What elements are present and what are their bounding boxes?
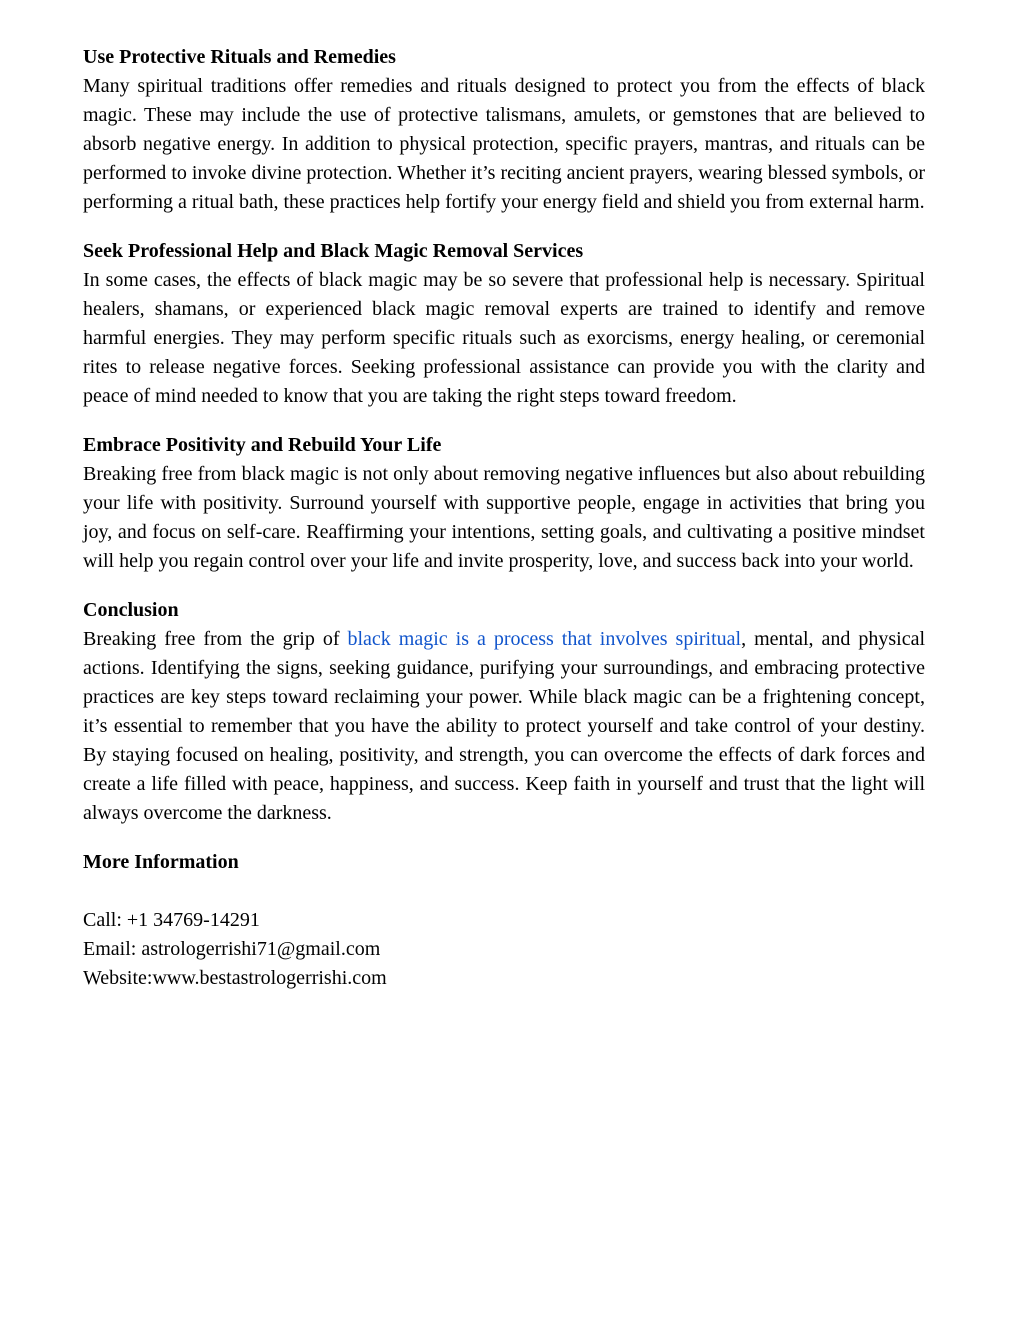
document-page [83,43,925,1013]
section-more-information [83,848,925,993]
conclusion-text-after-link: , mental, and physical actions. Identifying the signs, seeking guidance, purifying your surroundings, and embracing protective practices are key steps toward reclaiming your power. While black magic can be a frightening concept, it’s essential to remember that you have the ability to protect yourself and take control of your destiny. By staying focused on healing, positivity, and strength, you can overcome the effects of dark forces and create a life filled with peace, happiness, and success. Keep faith in yourself and trust that the light will always overcome the darkness. [83,628,926,824]
section-heading: Use Protective Rituals and Remedies [83,46,396,68]
conclusion-text-before-link: Breaking free from the grip of [83,628,348,650]
more-information-heading: More Information [83,851,239,873]
conclusion-body [83,625,925,828]
section-body: Many spiritual traditions offer remedies and rituals designed to protect you from the effects of black magic. These may include the use of protective talismans, amulets, or gemstones that are believed to absorb negative energy. In addition to physical protection, specific prayers, mantras, and rituals can be performed to invoke divine protection. Whether it’s reciting ancient prayers, wearing blessed symbols, or performing a ritual bath, these practices help fortify your energy field and shield you from external harm. [83,75,925,213]
conclusion-heading: Conclusion [83,599,179,621]
section-professional-help [83,237,925,411]
black-magic-link[interactable]: black magic is a process that involves spiritual [347,628,742,650]
contact-website: Website:www.bestastrologerrishi.com [83,967,387,989]
section-heading: Embrace Positivity and Rebuild Your Life [83,434,442,456]
section-body: In some cases, the effects of black magic may be so severe that professional help is necessary. Spiritual healers, shamans, or experienced black magic removal experts are trained to identify and remove harmful energies. They may perform specific rituals such as exorcisms, energy healing, or ceremonial rites to release negative forces. Seeking professional assistance can provide you with the clarity and peace of mind needed to know that you are taking the right steps toward freedom. [83,269,925,407]
section-body: Breaking free from black magic is not only about removing negative influences but also about rebuilding your life with positivity. Surround yourself with supportive people, engage in activities that bring you joy, and focus on self-care. Reaffirming your intentions, setting goals, and cultivating a positive mindset will help you regain control over your life and invite prosperity, love, and success back into your world. [83,463,925,572]
section-protective-rituals [83,43,925,217]
section-embrace-positivity [83,431,925,576]
section-heading: Seek Professional Help and Black Magic Removal Services [83,240,584,262]
contact-phone: Call: +1 34769-14291 [83,909,260,931]
section-conclusion [83,596,925,828]
contact-email: Email: astrologerrishi71@gmail.com [83,938,381,960]
